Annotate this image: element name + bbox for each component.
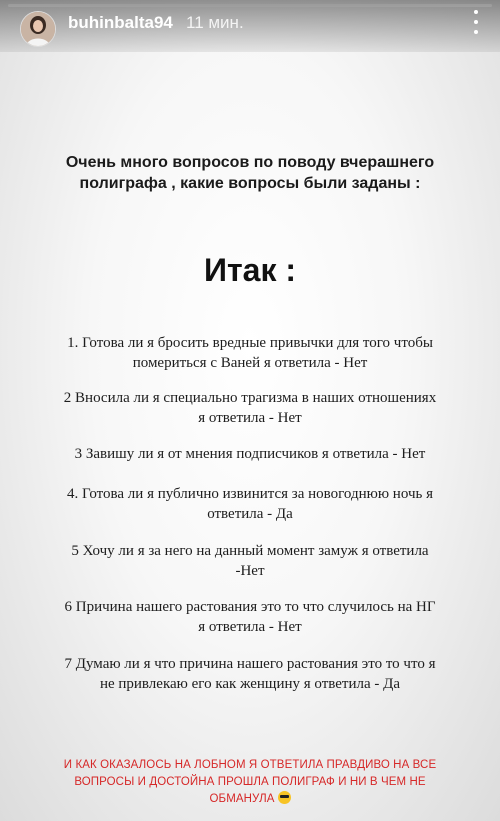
- question-line: 5 Хочу ли я за него на данный момент замуж я ответила: [71, 543, 429, 559]
- intro-line: полиграфа , какие вопросы были заданы :: [79, 175, 421, 192]
- footer-line: [50, 791, 450, 808]
- question-line: ответила - Да: [207, 506, 293, 522]
- question-item: [22, 333, 478, 373]
- question-line: 1. Готова ли я бросить вредные привычки для того чтобы: [67, 335, 433, 351]
- question-item: [22, 484, 478, 524]
- username-link[interactable]: buhinbalta94: [68, 13, 173, 32]
- footer-note: [50, 757, 450, 808]
- question-line: не привлекаю его как женщину я ответила - Да: [99, 676, 401, 692]
- question-line: -Нет: [235, 563, 265, 579]
- more-vertical-icon[interactable]: [472, 10, 480, 34]
- question-item: [22, 388, 478, 428]
- question-line: 7 Думаю ли я что причина нашего растования это то что я: [64, 656, 436, 672]
- question-line: 2 Вносила ли я специально трагизма в наших отношениях: [63, 390, 437, 406]
- footer-line: И КАК ОКАЗАЛОСЬ НА ЛОБНОМ Я ОТВЕТИЛА ПРАВДИВО НА ВСЕ: [63, 759, 437, 771]
- sunglasses-emoji-icon: [278, 791, 291, 804]
- page-title: Итак :: [203, 252, 297, 288]
- question-item: [22, 654, 478, 694]
- avatar[interactable]: [20, 11, 56, 47]
- intro-text: [20, 152, 480, 194]
- avatar-portrait-icon: [21, 12, 55, 46]
- question-line: я ответила - Нет: [198, 410, 302, 426]
- question-line: помериться с Ваней я ответила - Нет: [132, 355, 368, 371]
- question-line: 3 Завишу ли я от мнения подписчиков я ответила - Нет: [74, 446, 426, 462]
- question-item: [22, 444, 478, 464]
- question-item: [22, 597, 478, 637]
- story-header: [0, 0, 500, 52]
- question-line: 6 Причина нашего растования это то что случилось на НГ: [64, 599, 436, 615]
- question-line: 4. Готова ли я публично извинится за новогоднюю ночь я: [67, 486, 433, 502]
- footer-line: ВОПРОСЫ И ДОСТОЙНА ПРОШЛА ПОЛИГРАФ И НИ В ЧЕМ НЕ: [74, 776, 426, 788]
- question-item: [22, 541, 478, 581]
- intro-line: Очень много вопросов по поводу вчерашнего: [65, 154, 435, 171]
- footer-line-text: ОБМАНУЛА: [209, 793, 275, 805]
- question-line: я ответила - Нет: [198, 619, 302, 635]
- story-timestamp: 11 мин.: [186, 13, 244, 32]
